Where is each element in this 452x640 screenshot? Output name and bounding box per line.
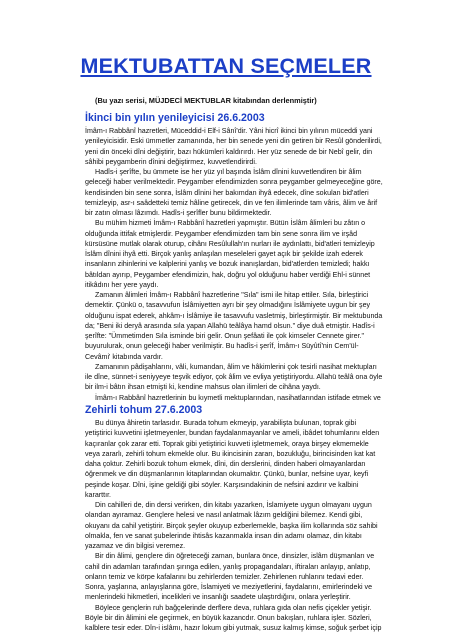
paragraph: Zamanının pâdişahlarını, vâli, kumandan, âlim ve hâkimlerini çok tesirli nasihat mektupları ile dîne, sünnet-i seniyyeye teşvik ediyor, çok âlim ve evliya yetiştiriyordu. Allahü teâlâ ona öyle bir ilm-i bâtın ihsan etmişti ki, kendine mahsus olan ilimleri de cihâna yaydı. bbox=[85, 362, 383, 392]
paragraph: İmâm-ı Rabbânî hazretlerinin bu kıymetli mektuplarından, nasihatlarından istifade etmek ve bbox=[95, 393, 381, 402]
document-subtitle: (Bu yazı serisi, MÜJDECİ MEKTUBLAR kitabından derlenmiştir) bbox=[95, 96, 317, 105]
section-body-2 bbox=[85, 418, 383, 632]
section-heading-2: Zehirli tohum 27.6.2003 bbox=[85, 404, 203, 416]
paragraph: İmâm-ı Rabbânî hazretleri, Müceddid-i Elf-i Sânî'dir. Yâni hicrî ikinci bin yılının müceddi yani yenileyicisidir. Eski ümmetler zamanında, her bin senede yeni din getiren bir Resûl gönderilirdi, yeni din önceki dîni değiştirir, bazı hükümleri kaldırırdı. Her yüz senede de bir Nebî gelir, din sâhibi peygamberin dînini değiştirmez, kuvvetlendirirdi. bbox=[85, 127, 382, 166]
paragraph: Din cahilleri de, din dersi verirken, din kitabı yazarken, İslamiyete uygun olmayanı uygun olandan ayıramaz. Gençlere helesi ve nasıl anlatmak lâzım geldiğini bilemez. Kendi gibi, okuyanı da cahil yetiştirir. Birçok şeyler okuyup ezberlemekle, başka ilim kollarında söz sahibi olmakla, fen ve sanat şubelerinde ihtisâs kazanmakla insan din adamı olamaz, din kitabı yazamaz ve din bilgisi veremez. bbox=[85, 501, 378, 550]
paragraph: Zamanın âlimleri İmâm-ı Rabbânî hazretlerine "Sıla" ismi ile hitap ettiler. Sıla, birleştirici demektir. Çünkü o, tasavvufun İslâmiyetten ayrı bir şey olmadığını İslâmiyete uygun bir şey olduğunu ispat ederek, ahkâm-ı İslâmiye ile tasavvufu vasletmiş, birleştirmiştir. Bir mektubunda da; "Beni iki deryâ arasında sıla yapan Allahü teâlâya hamd olsun." diye duâ etmiştir. Hadîs-i şerîfte: "Ümmetimden Sıla isminde biri gelir. Onun şefâati ile çok kimseler Cennete girer." buyurulurak, onun geleceği haber verilmiştir. Bu hadîs-i şerîf, İmâm-ı Süyûtî'nin Cem'ül-Cevâmi' kitabında vardır. bbox=[85, 291, 383, 361]
paragraph: Bu dünya âhiretin tarlasıdır. Burada tohum ekmeyip, yarabilişta bulunan, toprak gibi yetiştirici kuvvetini işletmeyenler, bundan faydalanmayanlar ve ameli, ibâdet tohumlarını elden kaçıranlar çok zarar etti. Toprak gibi yetiştirici kuvveti işletmemek, oraya birşey ekmemekle veya zararlı, zehirli tohum ekmekle olur. Bu ikincisinin zararı, bozukluğu, birincisinden kat kat daha çoktur. Zehirli bozuk tohum ekmek, dîni, din derslerini, dinden haberi olmayanlardan öğrenmek ve din düşmanlarının kitaplarından okumaktır. Çünkü, bunlar, nefsine uyar, keyfi peşinde koşar. Dîni, işine geldiği gibi söyler. Karşısındakinin de nefsini azdırır ve kalbini kararttır. bbox=[85, 419, 380, 499]
paragraph: Bu mühim hizmeti İmâm-ı Rabbânî hazretleri yapmıştır. Bütün İslâm âlimleri bu zâtın o olduğunda ittifak etmişlerdir. Peygamber efendimizden tam bin sene sonra ilim ve irşâd kürsüsüne mutlak olarak oturup, cihânı Resûlullah'ın nurları ile aydınlattı, bid'atleri temizleyip İslâm dînini ihyâ etti. Birçok yanlış anlaşılan meseleleri gayet açık bir şekilde izah ederek insanların zihinlerini ve kalplerini yanlış ve bozuk inanışlardan, bid'atlerden temizledi; hakkı bâtıldan ayırıp, Peygamber efendimizin, hak, doğru yol olduğunu haber verdiği Ehl-i sünnet itikâdını her yere yaydı. bbox=[85, 219, 375, 289]
paragraph: Böylece gençlerin ruh bağçelerinde derflere deva, ruhlara gıda olan nefis çiçekler yetişir. Böyle bir din âlimini ele geçirmek, en büyük kazancdır. Onun bakışları, ruhlara işler. Sözleri, kalblere tesir eder. Dîn-i islâmı, hazır lokum gibi yutmak, susuz kalmış kimse, soğuk şerbet içip bbox=[85, 603, 382, 632]
paragraph: Bir din âlimi, gençlere din öğreteceği zaman, bunlara önce, dinsizler, islâm düşmanları ve cahil din adamları tarafından şırınga edilen, yanlış propagandaları, iftiraları anlayıp, anlatıp, onların temiz ve körpe kafalarını bu zehirlerden temizler. Zehirlenen ruhlarını tedavi eder. Sonra, yaşlarına, anlayışlarına göre, İslamiyeti ve meziyetlerini, faydalarını, emirlerindeki ve menlerindeki hikmetleri, incelikleri ve insanlığı saadete ulaştırdığını, onlara yerleştirir. bbox=[85, 552, 375, 602]
paragraph: Hadîs-i şerîfte, bu ümmete ise her yüz yıl başında İslâm dînini kuvvetlendiren bir âlim geleceği haber verilmektedir. Peygamber efendimizden sonra peygamber gelmeyeceğine göre, kendisinden bin sene sonra, İslâm dînini her bakımdan ihyâ edecek, dîne sokulan bid'atleri temizleyip, asr-ı saâdetteki temiz hâline getirecek, din ve fen ilimlerinde tam vâris, âlim ve ârif bir zatın olması lâzımdı. Hadîs-i şerîfler bunu bildirmektedir. bbox=[85, 168, 383, 217]
section-body-1 bbox=[85, 126, 383, 403]
section-heading-1: İkinci bin yılın yenileyicisi 26.6.2003 bbox=[85, 112, 265, 124]
document-title: MEKTUBATTAN SEÇMELER bbox=[80, 54, 372, 78]
